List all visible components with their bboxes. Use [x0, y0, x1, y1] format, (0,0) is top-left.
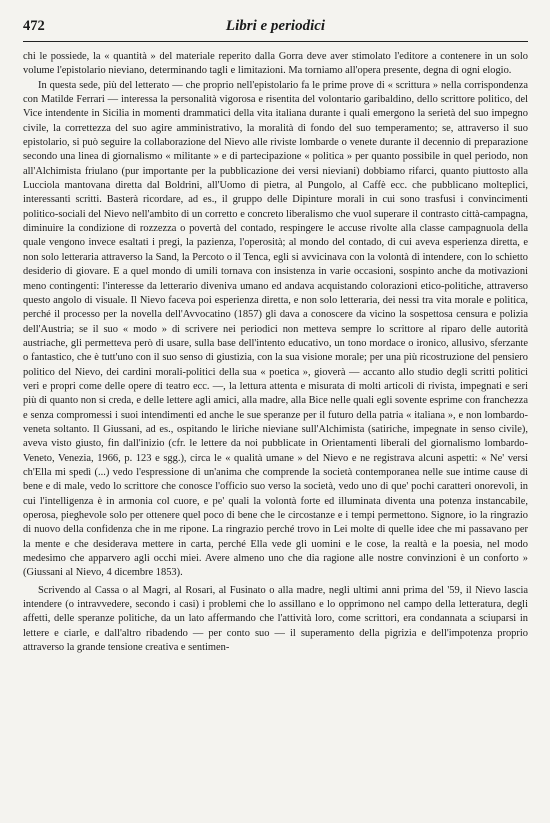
running-title: Libri e periodici: [225, 18, 326, 34]
paragraph-main: In questa sede, più del letterato — che proprio nell'epistolario fa le prime prove di « scrittura » nella corrispondenza con Matilde Ferrari — interessa la personalità vigorosa e risentita del volontario garibaldino, dello scrittore politico, del Vice intendente in Sicilia in momenti drammatici della vita italiana durante i quali emergono la serietà del suo impegno civile, la correttezza del suo agire amministrativo, la moralità di fondo del suo temperamento; se, attraverso il suo epistolario, si può seguire la collaborazione del Nievo alle riviste lombarde o venete durante il decennio di preparazione secondo una linea di giornalismo « militante » e di partecipazione « politica » per quanto possibile in quel periodo, non all'Alchimista friulano (pur importante per la pubblicazione dei versi nieviani) dobbiamo rifarci, quanto piuttosto alla Lucciola mantovana diretta dal Boldrini, all'Uomo di pietra, al Pungolo, al Caffè ecc. che pubblicano molteplici, interessanti scritti. Basterà ricordare, ad es., il gruppo delle Dipinture morali in cui sono trasfusi i convincimenti politico-sociali del Nievo nell'ambito di un corretto e concreto liberalismo che vuol superare il contrasto città-campagna, diminuire la condizione di rozzezza o povertà del contado, respingere le accuse rivolte alla classe campagnuola della quale vengono invece esaltati i pregi, la pazienza, l'operosità; al mondo del contado, di cui aveva esperienza diretta, e non solo letteraria attraverso la Sand, la Percoto o il Tenca, egli si avvicinava con la volontà di intendere, con lo schietto desiderio di giovare. E a quel mondo di umili tornava con insistenza in varie occasioni, sospinto anche da motivazioni meno contingenti: l'interesse da letterario diveniva umano ed andava acquistando colorazioni etico-politiche, attraverso questo angolo di visuale. Il Nievo faceva poi esperienza diretta, e non solo letteraria, dei nessi tra vita morale e politica, perché il processo per la novella dell'Avvocatino (1857) gli dava a conoscere da vicino la sospettosa censura e polizia dell'Austria; se il suo « modo » di scrivere nei periodici non metteva sempre lo scrittore al riparo delle autorità austriache, gli permetteva però di usare, sulla base dell'intento educativo, un tono mordace o ironico, allusivo, sferzante o fantastico, che è tutt'uno con il suo senso di giustizia, con la sua visione morale; per una più ricostruzione del pensiero politico del Nievo, dei cardini morali-politici della sua « poetica », gioverà — accanto allo studio degli scritti politici veri e propri come delle opere di teatro ecc. —, la lettura attenta e misurata di molti articoli di rivista, impegnati e seri più di quanto non si creda, e delle lettere agli amici, alla madre, alla Bice nelle quali egli sovente esprime con franchezza e senza compromessi i suoi intendimenti ed anche le sue speranze per il futuro della patria « italiana », e non lombardo-veneta soltanto. Il Giussani, ad es., ospitando le liriche nieviane sull'Alchimista (satiriche, impegnate in senso civile), aveva visto giusto, fin dall'inizio (cfr. le lettere da noi pubblicate in Orientamenti liberali del giornalismo lombardo-Veneto, Venezia, 1966, p. 123 e sgg.), circa le « qualità umane » del Nievo e ne registrava alcuni aspetti: « Ne' versi ch'Ella mi spedì (...) vedo l'espressione di un'anima che comprende la società contemporanea nelle sue intime cause di bene e di male, vedo lo scrittore che conosce l'officio suo verso la società, vedo uno di que' pochi caratteri onorevoli, in cui l'intelligenza è in armonia col cuore, e pe' quali la volontà forte ed illuminata diventa una potenza instancabile, operosa, pieghevole solo per ottenere quel poco di bene che le circostanze e i tempi permettono. Signore, io la ringrazio di nuovo della confidenza che in me ripone. La ringrazio perché trovo in Lei molte di quelle idee che mi passavano per la mente e che desiderava mettere in carta, perché Ella vede gli uomini e le cose, la realtà e la poesia, nel modo medesimo che apparvero agli occhi miei. Avere almeno uno che dia ragione alle nostre convinzioni è un conforto » (Giussani al Nievo, 4 dicembre 1853).: [23, 79, 528, 579]
paragraph-final: Scrivendo al Cassa o al Magri, al Rosari, al Fusinato o alla madre, negli ultimi anni prima del '59, il Nievo lascia intendere (o intravvedere, secondo i casi) i problemi che lo assillano e lo opprimono nel campo della letteratura, degli affetti, delle speranze politiche, da un lato affermando che l'attività loro, come scrittori, era condannata a sciuparsi in lettere e ciarle, e dall'altro ribadendo — per conto suo — il superamento della pigrizia e dell'impotenza proprio attraverso la grande tensione creativa e sentimen-: [23, 584, 528, 654]
page-number: 472: [23, 18, 45, 34]
header-rule: [23, 41, 528, 42]
body-text: [23, 50, 528, 655]
page-header: [23, 18, 528, 38]
paragraph-continued: chi le possiede, la « quantità » del materiale reperito dalla Gorra deve aver stimolato l'editore a contenere in un solo volume l'epistolario nieviano, determinando tagli e limitazioni. Ma torniamo all'opera presente, degna di ogni elogio.: [23, 51, 528, 77]
